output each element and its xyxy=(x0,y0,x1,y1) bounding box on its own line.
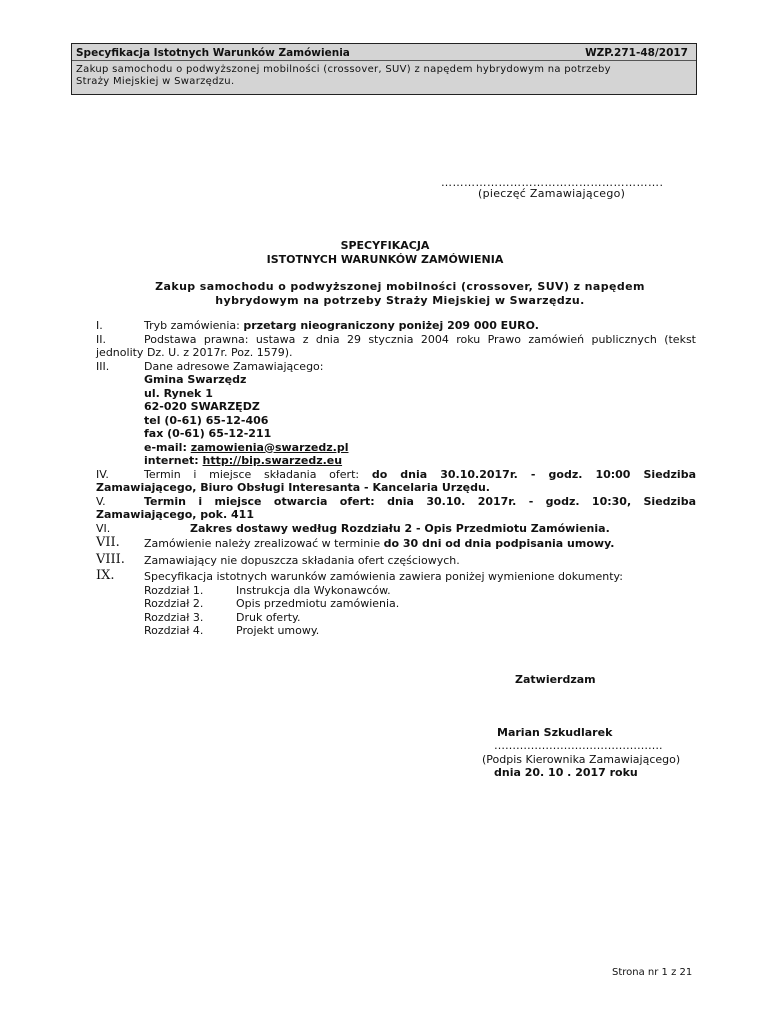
section-label: Termin i miejsce składania ofert: xyxy=(144,467,360,481)
chapter-item xyxy=(144,584,696,598)
section-3 xyxy=(96,360,696,468)
section-label: Dane adresowe Zamawiającego: xyxy=(144,359,324,373)
section-value: do dnia 30.10.2017r. - godz. 10:00 Siedziba xyxy=(371,467,696,481)
document-title: SPECYFIKACJA xyxy=(340,239,430,252)
approval-label: Zatwierdzam xyxy=(515,673,596,686)
signer-role: (Podpis Kierownika Zamawiającego) xyxy=(482,753,681,766)
section-number: VIII. xyxy=(96,551,125,567)
section-8 xyxy=(96,551,696,568)
section-text xyxy=(144,495,696,509)
section-number: II. xyxy=(96,332,106,346)
section-9 xyxy=(96,570,696,584)
chapter-list xyxy=(96,584,696,638)
document-title-sub: ISTOTNYCH WARUNKÓW ZAMÓWIENIA xyxy=(266,253,504,266)
section-number: III. xyxy=(96,359,110,373)
address-name: Gmina Swarzędz xyxy=(144,373,247,386)
chapter-item xyxy=(144,597,696,611)
chapter-title: Projekt umowy. xyxy=(236,624,320,637)
section-1 xyxy=(96,319,696,333)
subject-line: Zakup samochodu o podwyższonej mobilności (crossover, SUV) z napędem xyxy=(155,280,645,293)
address-street: ul. Rynek 1 xyxy=(144,386,213,400)
section-text xyxy=(144,468,696,482)
address-email-row xyxy=(144,441,696,455)
section-text: Zamówienie należy zrealizować w terminie xyxy=(144,537,381,550)
address-block xyxy=(144,373,696,468)
email-label: e-mail: xyxy=(144,440,187,454)
header-reference: WZP.271-48/2017 xyxy=(585,47,688,59)
section-text xyxy=(96,508,696,522)
chapter-number: Rozdział 2. xyxy=(144,597,204,610)
chapter-number: Rozdział 4. xyxy=(144,624,204,637)
section-value: Termin i miejsce otwarcia ofert: dnia 30.10. 2017r. - godz. 10:30, Siedziba xyxy=(144,494,696,508)
header-subtitle-line: Straży Miejskiej w Swarzędzu. xyxy=(76,76,235,87)
document-body xyxy=(96,319,696,638)
signature-dots: ………………………………………. xyxy=(494,739,663,752)
stamp-dots: …………………………………………………. xyxy=(441,176,664,189)
address-city: 62-020 SWARZĘDZ xyxy=(144,400,260,413)
section-value: Zamawiającego, Biuro Obsługi Interesanta - Kancelaria Urzędu. xyxy=(96,481,490,494)
section-value: Zakres dostawy według Rozdziału 2 - Opis Przedmiotu Zamówienia. xyxy=(190,521,610,535)
section-text: Zamawiający nie dopuszcza składania ofert częściowych. xyxy=(144,553,460,567)
signer-name: Marian Szkudlarek xyxy=(497,726,613,739)
stamp-label: (pieczęć Zamawiającego) xyxy=(478,187,626,200)
section-text: Podstawa prawna: ustawa z dnia 29 stycznia 2004 roku Prawo zamówień publicznych (tekst xyxy=(144,332,696,346)
internet-label: internet: xyxy=(144,454,199,467)
address-tel: tel (0-61) 65-12-406 xyxy=(144,413,269,427)
header-title-row xyxy=(72,44,696,61)
chapter-title: Instrukcja dla Wykonawców. xyxy=(236,583,391,597)
section-number: V. xyxy=(96,494,106,508)
section-value: do 30 dni od dnia podpisania umowy. xyxy=(383,537,615,550)
header-subtitle xyxy=(72,61,696,91)
section-number: VI. xyxy=(96,521,111,535)
section-value: Zamawiającego, pok. 411 xyxy=(96,508,254,521)
section-6 xyxy=(96,522,696,536)
chapter-number: Rozdział 3. xyxy=(144,610,204,624)
internet-link[interactable]: http://bip.swarzedz.eu xyxy=(202,454,343,467)
address-fax: fax (0-61) 65-12-211 xyxy=(144,427,272,440)
subject xyxy=(130,280,670,308)
section-value: przetarg nieograniczony poniżej 209 000 EURO. xyxy=(243,319,539,332)
approval-date: dnia 20. 10 . 2017 roku xyxy=(494,766,638,779)
section-7 xyxy=(96,537,696,551)
chapter-title: Druk oferty. xyxy=(236,610,301,624)
document-header xyxy=(71,43,697,95)
section-text: jednolity Dz. U. z 2017r. Poz. 1579). xyxy=(96,346,293,359)
subject-line: hybrydowym na potrzeby Straży Miejskiej w Swarzędzu. xyxy=(215,294,585,307)
section-number: I. xyxy=(96,319,103,332)
section-number: IX. xyxy=(96,568,115,583)
chapter-title: Opis przedmiotu zamówienia. xyxy=(236,597,400,610)
section-5 xyxy=(96,495,696,522)
chapter-item xyxy=(144,611,696,625)
section-number: IV. xyxy=(96,467,109,481)
header-title: Specyfikacja Istotnych Warunków Zamówienia xyxy=(76,47,350,59)
chapter-item xyxy=(144,624,696,638)
section-number: VII. xyxy=(96,535,120,550)
address-internet-row xyxy=(144,454,696,468)
section-text xyxy=(96,481,696,495)
chapter-number: Rozdział 1. xyxy=(144,583,204,597)
section-4 xyxy=(96,468,696,495)
section-label: Tryb zamówienia: xyxy=(144,319,240,332)
email-link[interactable]: zamowienia@swarzedz.pl xyxy=(190,440,349,454)
section-2 xyxy=(96,333,696,360)
section-text: Specyfikacja istotnych warunków zamówienia zawiera poniżej wymienione dokumenty: xyxy=(144,570,623,583)
header-subtitle-line: Zakup samochodu o podwyższonej mobilności (crossover, SUV) z napędem hybrydowym na potrzeby xyxy=(76,64,611,75)
page-number: Strona nr 1 z 21 xyxy=(612,967,693,978)
